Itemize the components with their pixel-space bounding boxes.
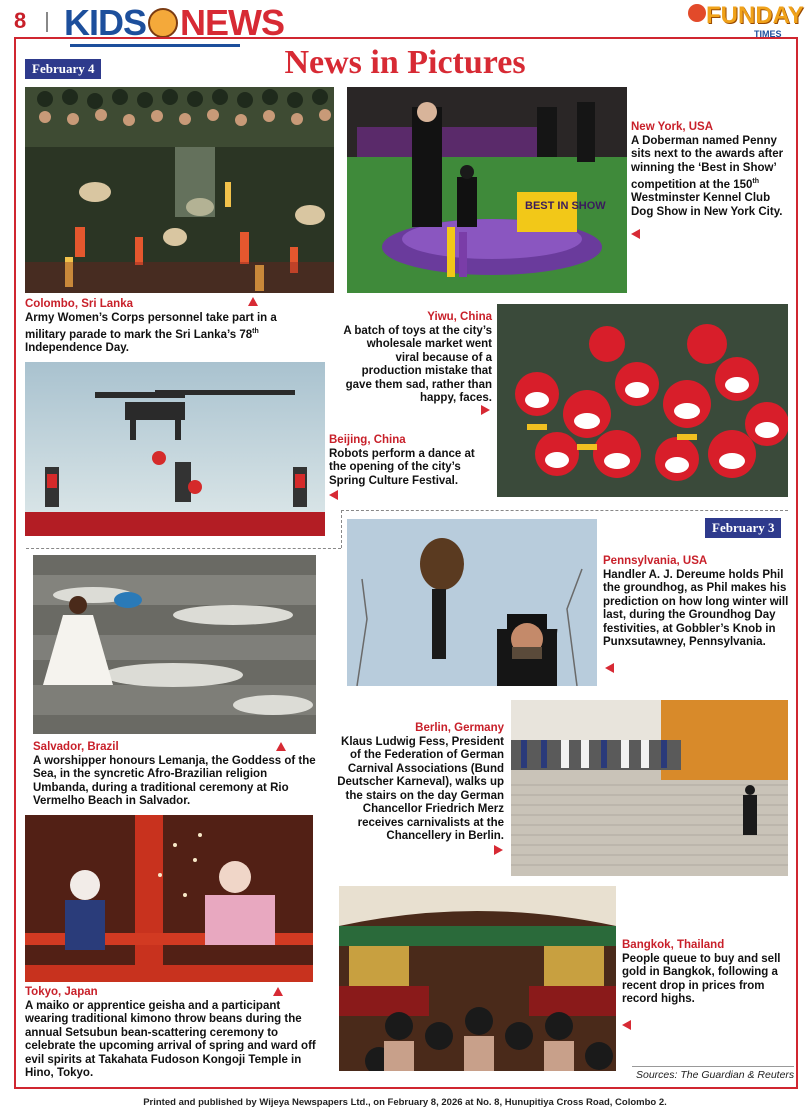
caption-place: Colombo, Sri Lanka: [25, 298, 133, 310]
section-divider-vertical: [341, 510, 342, 548]
arrow-left-icon: [329, 490, 338, 500]
photo-newyork-dogshow: [347, 87, 627, 293]
arrow-right-icon: [481, 405, 490, 415]
header-divider: [46, 12, 48, 32]
sources-credit: Sources: The Guardian & Reuters: [636, 1069, 795, 1081]
caption-salvador: [33, 741, 323, 809]
caption-text: Army Women’s Corps personnel take part in a military parade to mark the Sri Lanka’s 78: [25, 311, 277, 341]
photo-bangkok-gold: [339, 886, 616, 1071]
caption-beijing: [329, 434, 489, 488]
arrow-left-icon: [631, 229, 640, 239]
arrow-left-icon: [605, 663, 614, 673]
caption-text: A maiko or apprentice geisha and a participant wearing traditional kimono throw beans during the annual Setsubun bean-scattering ceremony to celebrate the upcoming arrival of spring and ward off evil spirits at Takahata Fudoson Kongoji Temple in Hino, Tokyo.: [25, 999, 316, 1079]
caption-place: Pennsylvania, USA: [603, 555, 708, 567]
logo-kids-text: KIDS: [64, 2, 147, 43]
caption-place: Berlin, Germany: [415, 722, 504, 734]
funday-mascot-icon: [688, 4, 706, 22]
caption-pennsylvania: [603, 555, 789, 650]
caption-tokyo: [25, 986, 317, 1081]
imprint-footer: Printed and published by Wijeya Newspapers Ltd., on February 8, 2026 at No. 8, Hunupitiya Cross Road, Colombo 2.: [143, 1097, 667, 1108]
caption-place: Tokyo, Japan: [25, 986, 98, 998]
arrow-right-icon: [494, 845, 503, 855]
section-divider: [26, 548, 341, 549]
caption-text-end: Independence Day.: [25, 342, 129, 355]
times-text: TIMES: [754, 29, 782, 39]
best-in-show-sign: BEST IN SHOW: [525, 200, 606, 212]
caption-berlin: [333, 722, 504, 844]
funday-times-logo: [688, 2, 804, 40]
caption-text: A batch of toys at the city’s wholesale market went viral because of a production mistake that gave them sad, rather than happy, faces.: [343, 324, 492, 404]
photo-pennsylvania-groundhog: [347, 519, 597, 686]
caption-text: A Doberman named Penny sits next to the awards after winning the ‘Best in Show’ competition at the 150: [631, 134, 784, 191]
caption-colombo: [25, 298, 315, 356]
page-number: 8: [14, 8, 27, 33]
caption-place: New York, USA: [631, 121, 714, 133]
sources-rule: [632, 1066, 794, 1067]
photo-berlin-chancellery: [511, 700, 788, 876]
caption-text: Klaus Ludwig Fess, President of the Federation of German Carnival Associations (Bund Deutscher Karneval), walks up the stairs on the day German Chancellor Friedrich Merz receives carnivalists at the Chancellery in Berlin.: [337, 735, 504, 842]
caption-superscript: th: [752, 178, 760, 185]
caption-text: Robots perform a dance at the opening of the city’s Spring Culture Festival.: [329, 447, 475, 487]
photo-beijing-robots: [25, 362, 325, 536]
photo-tokyo-setsubun: [25, 815, 313, 982]
funday-text: FUNDAY: [706, 2, 804, 29]
photo-salvador-ceremony: [33, 555, 316, 734]
caption-text: Handler A. J. Dereume holds Phil the groundhog, as Phil makes his prediction on how long winter will last, during the Groundhog Day festivities, at Gobbler’s Knob in Punxsutawney, Pennsylvania.: [603, 568, 789, 648]
page-title: News in Pictures: [284, 44, 526, 81]
caption-bangkok: [622, 939, 790, 1007]
caption-place: Bangkok, Thailand: [622, 939, 725, 951]
section-divider-top: [341, 510, 788, 511]
caption-text: A worshipper honours Lemanja, the Goddess of the Sea, in the syncretic Afro-Brazilian religion Umbanda, during a traditional ceremony at Rio Vermelho Beach in Salvador.: [33, 754, 316, 807]
caption-text-end: Westminster Kennel Club Dog Show in New York City.: [631, 192, 783, 218]
caption-place: Yiwu, China: [427, 311, 492, 323]
caption-place: Beijing, China: [329, 434, 406, 446]
caption-newyork: [631, 121, 791, 219]
photo-yiwu-toys: [497, 304, 788, 497]
photo-colombo-parade: [25, 87, 334, 293]
mascot-icon: [148, 8, 178, 38]
arrow-left-icon: [622, 1020, 631, 1030]
caption-yiwu: [340, 311, 492, 406]
logo-news-text: NEWS: [180, 2, 285, 43]
caption-superscript: th: [252, 328, 259, 335]
date-tag-feb3: February 3: [705, 518, 781, 538]
caption-place: Salvador, Brazil: [33, 741, 119, 753]
caption-text: People queue to buy and sell gold in Bangkok, following a recent drop in prices from record highs.: [622, 952, 781, 1005]
date-tag-feb4: February 4: [25, 59, 101, 79]
